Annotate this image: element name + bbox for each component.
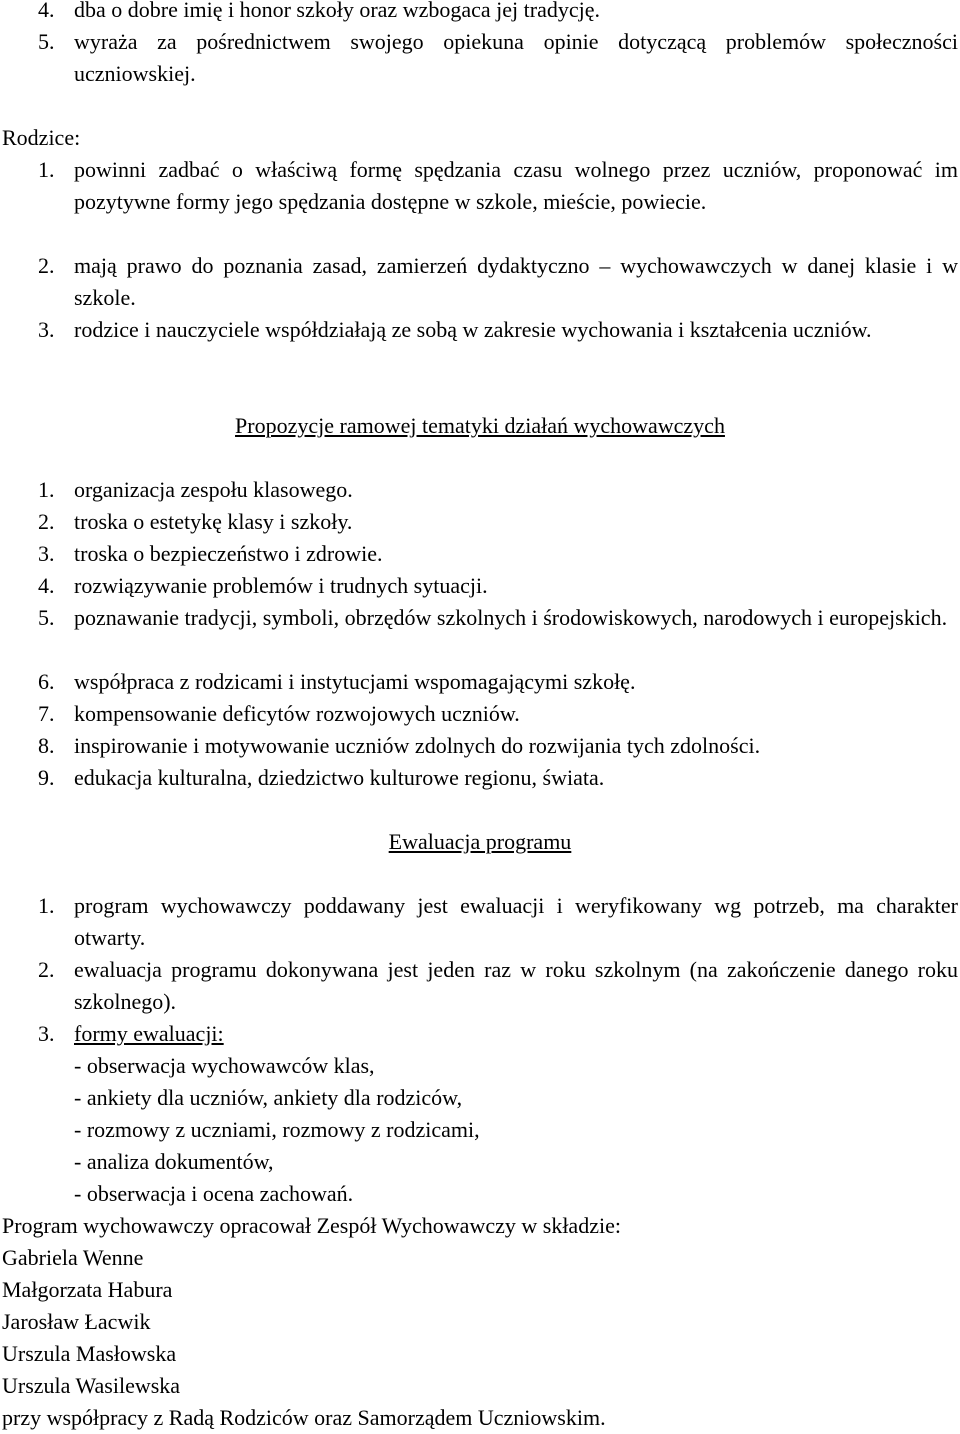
list-text: ewaluacja programu dokonywana jest jeden raz w roku szkolnym (na zakończenie danego roku szkolnego). — [74, 957, 958, 1014]
author-name: Urszula Masłowska — [2, 1341, 177, 1366]
list-number: 1. — [38, 157, 55, 182]
list-number: 2. — [38, 957, 55, 982]
list-text: rozwiązywanie problemów i trudnych sytuacji. — [74, 573, 488, 598]
list-text: mają prawo do poznania zasad, zamierzeń dydaktyczno – wychowawczych w danej klasie i w szkole. — [74, 253, 958, 310]
list-item — [0, 570, 958, 602]
authors-intro: Program wychowawczy opracował Zespół Wychowawczy w składzie: — [2, 1213, 621, 1238]
list-number: 3. — [38, 541, 55, 566]
authors-closing: przy współpracy z Radą Rodziców oraz Samorządem Uczniowskim. — [2, 1405, 606, 1430]
list-text: troska o estetykę klasy i szkoły. — [74, 509, 353, 534]
list-text: program wychowawczy poddawany jest ewaluacji i weryfikowany wg potrzeb, ma charakter otwarty. — [74, 893, 958, 950]
list-number: 1. — [38, 893, 55, 918]
author-name: Jarosław Łacwik — [2, 1309, 151, 1334]
list-text: dba o dobre imię i honor szkoły oraz wzbogaca jej tradycję. — [74, 0, 600, 22]
list-text: wyraża za pośrednictwem swojego opiekuna opinie dotyczącą problemów społeczności uczniowskiej. — [74, 29, 958, 86]
list-number: 9. — [38, 765, 55, 790]
list-item — [0, 26, 958, 90]
list-item — [0, 666, 958, 698]
list-item — [0, 474, 958, 506]
author-name: Gabriela Wenne — [2, 1245, 144, 1270]
list-number: 5. — [38, 605, 55, 630]
list-item — [0, 698, 958, 730]
list-number: 1. — [38, 477, 55, 502]
form-item: - obserwacja wychowawców klas, — [74, 1053, 375, 1078]
list-text: inspirowanie i motywowanie uczniów zdolnych do rozwijania tych zdolności. — [74, 733, 761, 758]
section-heading-evaluation: Ewaluacja programu — [388, 829, 572, 854]
list-number: 8. — [38, 733, 55, 758]
list-item — [0, 954, 958, 1018]
list-text: współpraca z rodzicami i instytucjami wspomagającymi szkołę. — [74, 669, 636, 694]
list-item — [0, 730, 958, 762]
list-number: 6. — [38, 669, 55, 694]
author-name: Urszula Wasilewska — [2, 1373, 181, 1398]
form-item: - rozmowy z uczniami, rozmowy z rodzicami, — [74, 1117, 480, 1142]
list-number: 2. — [38, 253, 55, 278]
list-text: powinni zadbać o właściwą formę spędzania czasu wolnego przez uczniów, proponować im pozytywne formy jego spędzania dostępne w szkole, mieście, powiecie. — [74, 157, 958, 214]
list-number: 3. — [38, 317, 55, 342]
list-number: 4. — [38, 0, 55, 22]
section-label-parents: Rodzice: — [2, 125, 81, 150]
forms-label: formy ewaluacji: — [74, 1021, 224, 1046]
list-item — [0, 1018, 958, 1050]
author-name: Małgorzata Habura — [2, 1277, 173, 1302]
form-item: - obserwacja i ocena zachowań. — [74, 1181, 354, 1206]
list-text — [74, 1018, 958, 1050]
list-number: 4. — [38, 573, 55, 598]
list-text: kompensowanie deficytów rozwojowych uczniów. — [74, 701, 520, 726]
list-number: 5. — [38, 29, 55, 54]
list-text: poznawanie tradycji, symboli, obrzędów szkolnych i środowiskowych, narodowych i europejskich. — [74, 605, 948, 630]
list-text: troska o bezpieczeństwo i zdrowie. — [74, 541, 383, 566]
list-item — [0, 506, 958, 538]
list-item — [0, 250, 958, 314]
list-item — [0, 0, 958, 26]
form-item: - ankiety dla uczniów, ankiety dla rodziców, — [74, 1085, 463, 1110]
list-item — [0, 538, 958, 570]
list-item — [0, 890, 958, 954]
list-text: organizacja zespołu klasowego. — [74, 477, 353, 502]
list-number: 2. — [38, 509, 55, 534]
form-item: - analiza dokumentów, — [74, 1149, 274, 1174]
list-item — [0, 602, 958, 634]
list-item — [0, 762, 958, 794]
list-number: 3. — [38, 1021, 55, 1046]
section-heading-topics: Propozycje ramowej tematyki działań wychowawczych — [235, 413, 725, 438]
list-item — [0, 154, 958, 218]
list-text: rodzice i nauczyciele współdziałają ze sobą w zakresie wychowania i kształcenia uczniów. — [74, 317, 872, 342]
list-number: 7. — [38, 701, 55, 726]
list-text: edukacja kulturalna, dziedzictwo kulturowe regionu, świata. — [74, 765, 605, 790]
list-item — [0, 314, 958, 346]
